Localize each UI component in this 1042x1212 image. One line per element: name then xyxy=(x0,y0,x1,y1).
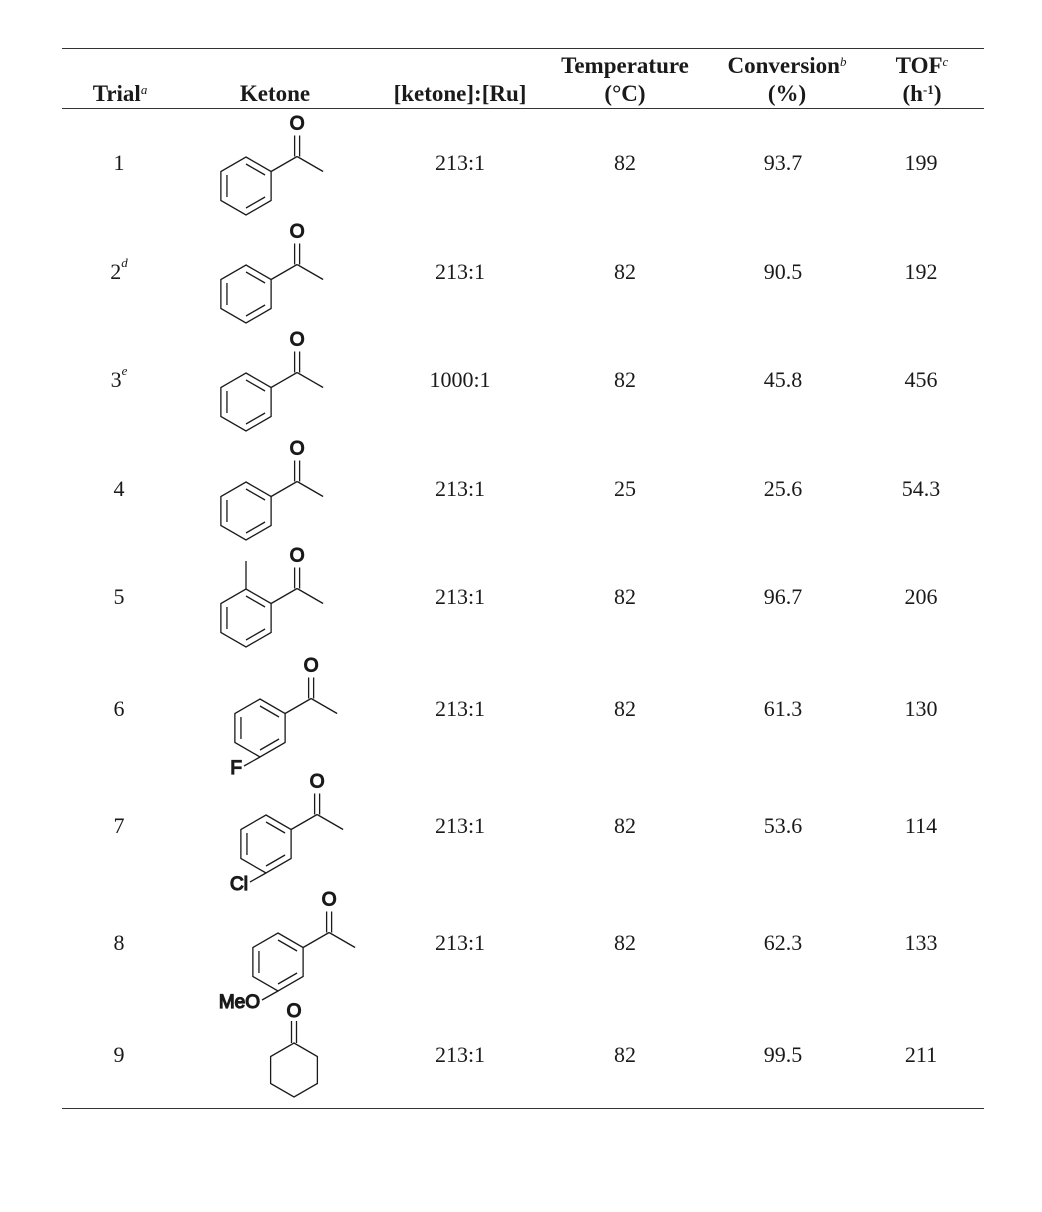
table-row-4-temperature: 25 xyxy=(614,476,636,501)
table-row-3-tof: 456 xyxy=(904,367,938,392)
table-row-5-trial: 5 xyxy=(113,584,125,609)
table-row-4-ratio: 213:1 xyxy=(434,476,486,501)
table-row-5-temperature: 82 xyxy=(614,584,636,609)
table-row-8-ratio: 213:1 xyxy=(434,930,486,955)
header-tof: TOF$^c$ $(h^{-1})$ xyxy=(895,53,949,106)
oxygen-atom-label: O xyxy=(303,655,319,677)
table-row-5-tof: 206 xyxy=(904,584,938,609)
ketone-structure-4-chloroacetophenone xyxy=(204,748,364,895)
table-top-rule xyxy=(62,48,984,49)
table-row-7-tof: 114 xyxy=(904,813,938,838)
ketone-structure-4-fluoroacetophenone xyxy=(198,632,358,779)
substituent-label: F xyxy=(230,758,242,779)
ketone-structure-acetophenone xyxy=(184,198,344,308)
table-row-3-ratio: 1000:1 xyxy=(429,367,491,392)
table-row-9-tof: 211 xyxy=(904,1042,938,1067)
table-row-2-trial: 2$^d$ xyxy=(110,255,128,284)
table-row-8-temperature: 82 xyxy=(614,930,636,955)
ketone-structure-cyclohexanone xyxy=(206,978,366,1088)
table-row-4-tof: 54.3 xyxy=(901,476,941,501)
oxygen-atom-label: O xyxy=(289,221,305,243)
table-row-2-conversion: 90.5 xyxy=(763,259,803,284)
table-row-7-trial: 7 xyxy=(113,813,125,838)
table-row-8-tof: 133 xyxy=(904,930,938,955)
header-ketone: Ketone xyxy=(239,81,311,106)
ketone-structure-acetophenone xyxy=(184,306,344,416)
header-ratio: [ketone]:[Ru] xyxy=(393,81,527,106)
substituent-label: MeO xyxy=(218,992,260,1013)
ketone-structure-acetophenone xyxy=(184,415,344,525)
table-row-8-trial: 8 xyxy=(113,930,125,955)
table-row-6-ratio: 213:1 xyxy=(434,696,486,721)
table-row-2-temperature: 82 xyxy=(614,259,636,284)
table-row-1-temperature: 82 xyxy=(614,150,636,175)
table-row-7-temperature: 82 xyxy=(614,813,636,838)
table-row-5-conversion: 96.7 xyxy=(763,584,803,609)
ketone-structure-2-methylacetophenone xyxy=(184,522,344,632)
table-row-4-conversion: 25.6 xyxy=(763,476,803,501)
oxygen-atom-label: O xyxy=(289,545,305,567)
table-row-7-ratio: 213:1 xyxy=(434,813,486,838)
oxygen-atom-label: O xyxy=(289,113,305,135)
table-row-9-ratio: 213:1 xyxy=(434,1042,486,1067)
table-row-9-temperature: 82 xyxy=(614,1042,636,1067)
header-trial: Trial$^a$ xyxy=(92,81,148,106)
table-row-9-conversion: 99.5 xyxy=(763,1042,803,1067)
ketone-structure-acetophenone xyxy=(184,90,344,200)
table-row-3-temperature: 82 xyxy=(614,367,636,392)
table-row-2-tof: 192 xyxy=(904,259,938,284)
table-row-6-temperature: 82 xyxy=(614,696,636,721)
table-row-7-conversion: 53.6 xyxy=(763,813,803,838)
table-row-4-trial: 4 xyxy=(113,476,125,501)
oxygen-atom-label: O xyxy=(309,771,325,793)
table-row-8-conversion: 62.3 xyxy=(763,930,803,955)
table-row-5-ratio: 213:1 xyxy=(434,584,486,609)
table-row-6-conversion: 61.3 xyxy=(763,696,803,721)
table-row-1-ratio: 213:1 xyxy=(434,150,486,175)
table-bottom-rule xyxy=(62,1108,984,1109)
table-row-3-conversion: 45.8 xyxy=(763,367,803,392)
header-conversion: Conversion$^b$ (%) xyxy=(727,53,847,106)
table-row-2-ratio: 213:1 xyxy=(434,259,486,284)
oxygen-atom-label: O xyxy=(289,329,305,351)
table-row-6-tof: 130 xyxy=(904,696,938,721)
table-row-9-trial: 9 xyxy=(113,1042,125,1067)
ketone-structure-4-methoxyacetophenone xyxy=(216,866,376,1013)
table-row-6-trial: 6 xyxy=(113,696,125,721)
oxygen-atom-label: O xyxy=(321,889,337,911)
table-row-1-conversion: 93.7 xyxy=(763,150,803,175)
oxygen-atom-label: O xyxy=(286,1001,302,1022)
oxygen-atom-label: O xyxy=(289,438,305,460)
substituent-label: Cl xyxy=(230,874,248,895)
table-row-3-trial: 3e xyxy=(110,363,128,392)
header-temperature: Temperature (°C) xyxy=(561,53,689,106)
table-row-1-trial: 1 xyxy=(113,150,125,175)
table-row-1-tof: 199 xyxy=(904,150,938,175)
